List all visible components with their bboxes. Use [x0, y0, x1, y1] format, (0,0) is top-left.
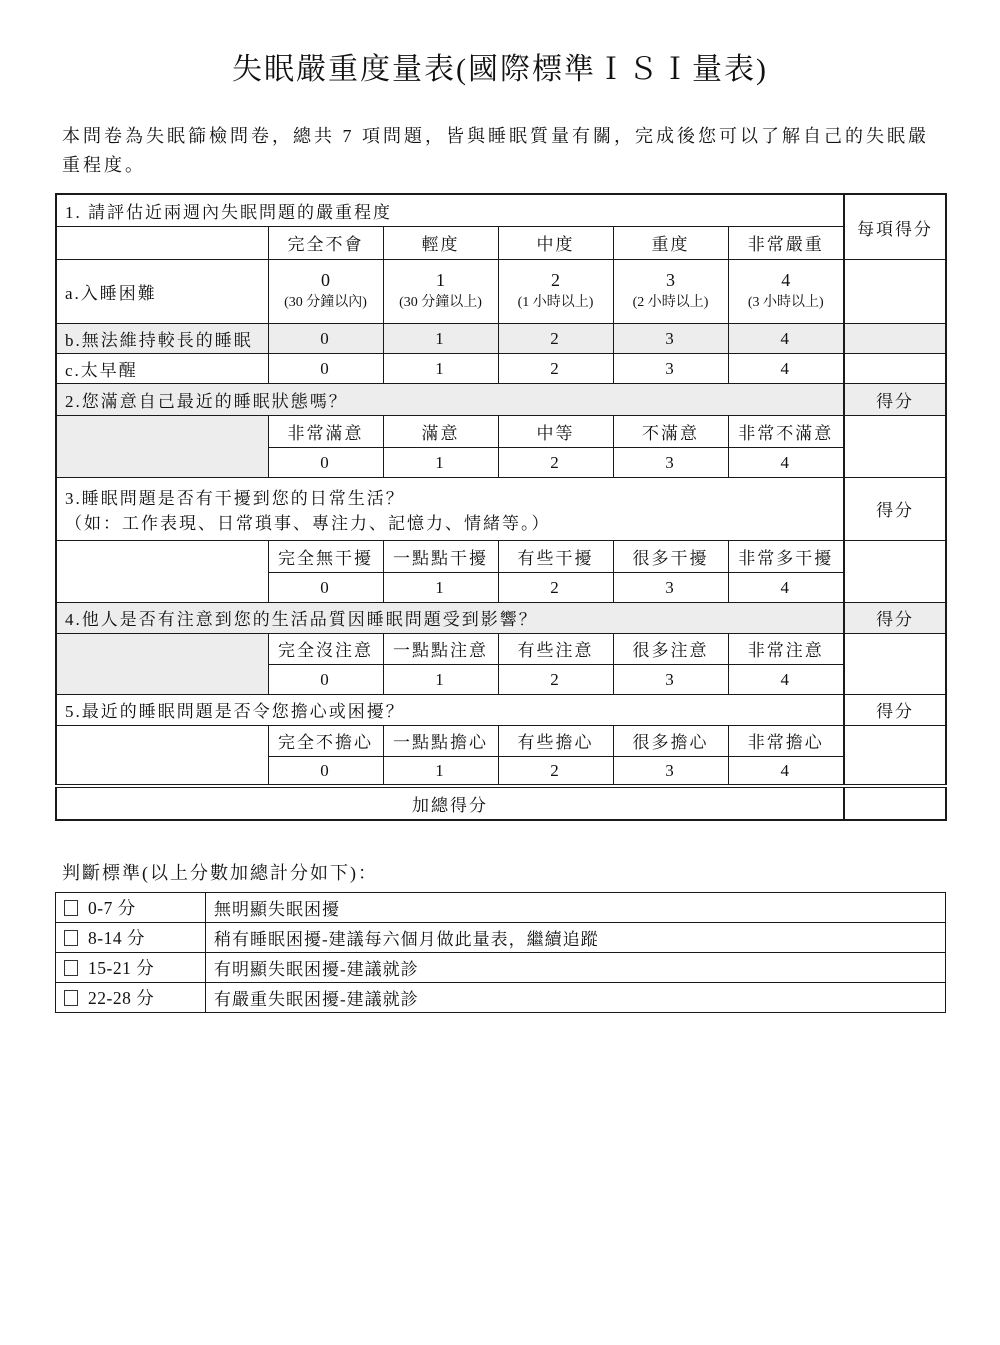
- q2-value-cell: 1: [383, 447, 498, 477]
- q1-blank-cell: [56, 226, 268, 259]
- q5-value-cell: 1: [383, 756, 498, 786]
- q5-option-header: 很多擔心: [613, 725, 728, 756]
- q5-option-header: 非常擔心: [728, 725, 844, 756]
- q4-value-cell: 3: [613, 664, 728, 694]
- q3-question: 3.睡眠問題是否有干擾到您的日常生活？: [65, 488, 405, 508]
- q5-blank-cell: [56, 725, 268, 786]
- criteria-row: [56, 923, 946, 953]
- checkbox-icon[interactable]: [64, 930, 78, 946]
- q1-option-header: 中度: [498, 226, 613, 259]
- q1-option-header: 重度: [613, 226, 728, 259]
- q1-option-header: 輕度: [383, 226, 498, 259]
- criteria-range: 15-21 分: [88, 958, 155, 979]
- q5-score-input-cell[interactable]: [844, 725, 946, 786]
- q3-option-header: 完全無干擾: [268, 540, 383, 572]
- q5-score-label: 得分: [844, 694, 946, 725]
- checkbox-icon[interactable]: [64, 900, 78, 916]
- criteria-range: 0-7 分: [88, 898, 136, 919]
- q2-blank-cell: [56, 415, 268, 477]
- q2-option-header: 中等: [498, 415, 613, 447]
- q1b-score-input-cell[interactable]: [844, 323, 946, 353]
- q5-value-cell: 4: [728, 756, 844, 786]
- total-score-input-cell[interactable]: [844, 786, 946, 820]
- q2-option-header: 非常滿意: [268, 415, 383, 447]
- q3-blank-cell: [56, 540, 268, 602]
- isi-question-table: [55, 193, 947, 821]
- criteria-range-cell: [56, 893, 206, 923]
- q3-option-header: 一點點干擾: [383, 540, 498, 572]
- q3-value-cell: 0: [268, 572, 383, 602]
- q5-option-header: 一點點擔心: [383, 725, 498, 756]
- q2-question: 2.您滿意自己最近的睡眠狀態嗎？: [56, 383, 844, 415]
- page-title: 失眠嚴重度量表(國際標準ＩＳＩ量表): [232, 53, 768, 86]
- q4-score-input-cell[interactable]: [844, 633, 946, 694]
- q1c-value-cell: 1: [383, 353, 498, 383]
- q3-score-label: 得分: [844, 477, 946, 540]
- q2-option-header: 滿意: [383, 415, 498, 447]
- q1a-value-cell: 1 (30 分鐘以上): [383, 259, 498, 323]
- checkbox-icon[interactable]: [64, 960, 78, 976]
- criteria-heading: 判斷標準(以上分數加總計分如下)：: [62, 863, 378, 884]
- q1a-value-cell: 2 (1 小時以上): [498, 259, 613, 323]
- q3-option-header: 非常多干擾: [728, 540, 844, 572]
- q2-score-label: 得分: [844, 383, 946, 415]
- q4-option-header: 完全沒注意: [268, 633, 383, 664]
- q4-value-cell: 4: [728, 664, 844, 694]
- q1a-value-cell: 4 (3 小時以上): [728, 259, 844, 323]
- q5-option-header: 完全不擔心: [268, 725, 383, 756]
- q5-question: 5.最近的睡眠問題是否令您擔心或困擾？: [56, 694, 844, 725]
- criteria-description: 無明顯失眠困擾: [206, 893, 946, 923]
- q1c-score-input-cell[interactable]: [844, 353, 946, 383]
- per-item-score-header: 每項得分: [844, 194, 946, 259]
- q3-hint: （如：工作表現、日常瑣事、專注力、記憶力、情緒等。）: [65, 513, 551, 533]
- criteria-range-cell: [56, 983, 206, 1013]
- q4-option-header: 非常注意: [728, 633, 844, 664]
- q3-question-cell: [56, 477, 844, 540]
- q1a-score-input-cell[interactable]: [844, 259, 946, 323]
- criteria-description: 有嚴重失眠困擾-建議就診: [206, 983, 946, 1013]
- q1c-value-cell: 2: [498, 353, 613, 383]
- q1c-value-cell: 0: [268, 353, 383, 383]
- q1b-value-cell: 1: [383, 323, 498, 353]
- q1c-value-cell: 3: [613, 353, 728, 383]
- q3-value-cell: 2: [498, 572, 613, 602]
- checkbox-icon[interactable]: [64, 990, 78, 1006]
- q1b-value-cell: 4: [728, 323, 844, 353]
- criteria-range: 22-28 分: [88, 988, 155, 1009]
- q4-value-cell: 0: [268, 664, 383, 694]
- q3-option-header: 很多干擾: [613, 540, 728, 572]
- criteria-description: 稍有睡眠困擾-建議每六個月做此量表，繼續追蹤: [206, 923, 946, 953]
- q1-question: 1. 請評估近兩週內失眠問題的嚴重程度: [56, 194, 844, 226]
- q4-value-cell: 2: [498, 664, 613, 694]
- q1-option-header: 完全不會: [268, 226, 383, 259]
- q5-value-cell: 3: [613, 756, 728, 786]
- q1a-value-cell: 0 (30 分鐘以內): [268, 259, 383, 323]
- q3-score-input-cell[interactable]: [844, 540, 946, 602]
- q2-score-input-cell[interactable]: [844, 415, 946, 477]
- q1c-value-cell: 4: [728, 353, 844, 383]
- q2-option-header: 不滿意: [613, 415, 728, 447]
- criteria-range: 8-14 分: [88, 928, 145, 949]
- q2-value-cell: 4: [728, 447, 844, 477]
- q5-value-cell: 2: [498, 756, 613, 786]
- q5-value-cell: 0: [268, 756, 383, 786]
- q1b-value-cell: 2: [498, 323, 613, 353]
- q3-value-cell: 3: [613, 572, 728, 602]
- criteria-row: [56, 893, 946, 923]
- q5-option-header: 有些擔心: [498, 725, 613, 756]
- q1-option-header: 非常嚴重: [728, 226, 844, 259]
- q2-value-cell: 3: [613, 447, 728, 477]
- total-score-label: 加總得分: [56, 786, 844, 820]
- q1b-value-cell: 0: [268, 323, 383, 353]
- q4-value-cell: 1: [383, 664, 498, 694]
- q1a-row-label: a.入睡困難: [56, 259, 268, 323]
- q2-value-cell: 2: [498, 447, 613, 477]
- q3-value-cell: 1: [383, 572, 498, 602]
- q1b-value-cell: 3: [613, 323, 728, 353]
- q1b-row-label: b.無法維持較長的睡眠: [56, 323, 268, 353]
- q2-option-header: 非常不滿意: [728, 415, 844, 447]
- q4-option-header: 一點點注意: [383, 633, 498, 664]
- q4-option-header: 有些注意: [498, 633, 613, 664]
- q3-value-cell: 4: [728, 572, 844, 602]
- q3-option-header: 有些干擾: [498, 540, 613, 572]
- q4-score-label: 得分: [844, 602, 946, 633]
- q2-value-cell: 0: [268, 447, 383, 477]
- criteria-table: [55, 892, 946, 1013]
- criteria-description: 有明顯失眠困擾-建議就診: [206, 953, 946, 983]
- q4-question: 4.他人是否有注意到您的生活品質因睡眠問題受到影響？: [56, 602, 844, 633]
- criteria-row: [56, 983, 946, 1013]
- criteria-range-cell: [56, 953, 206, 983]
- q1c-row-label: c.太早醒: [56, 353, 268, 383]
- intro-paragraph: 本問卷為失眠篩檢問卷，總共 7 項問題，皆與睡眠質量有關，完成後您可以了解自己的失眠嚴重程度。: [62, 126, 929, 176]
- criteria-range-cell: [56, 923, 206, 953]
- criteria-row: [56, 953, 946, 983]
- q4-option-header: 很多注意: [613, 633, 728, 664]
- q4-blank-cell: [56, 633, 268, 694]
- q1a-value-cell: 3 (2 小時以上): [613, 259, 728, 323]
